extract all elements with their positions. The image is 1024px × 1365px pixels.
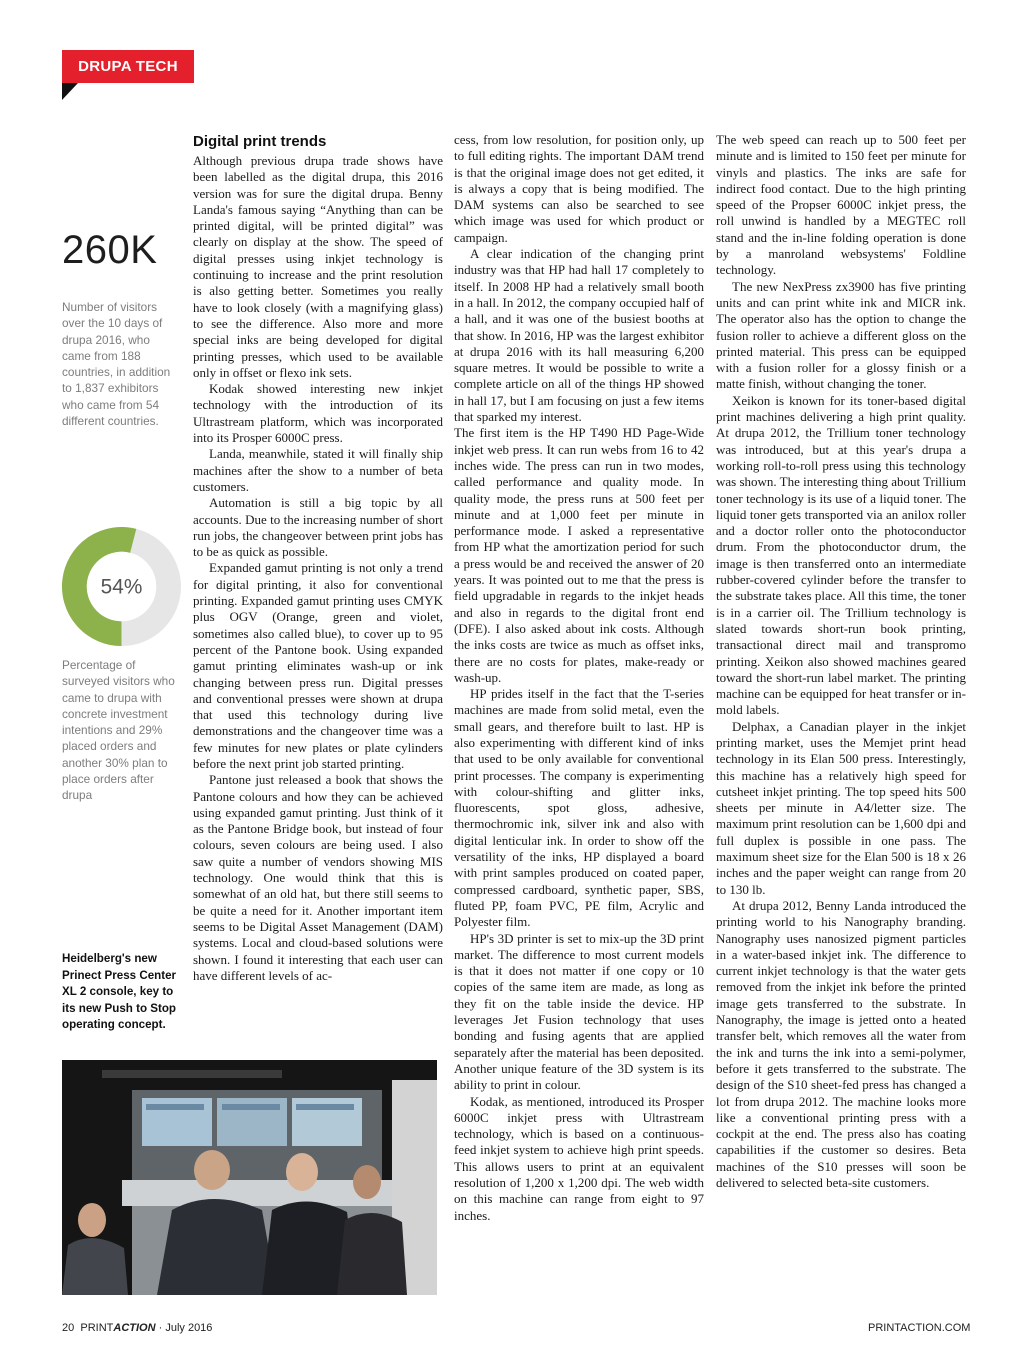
paragraph: Delphax, a Canadian player in the inkjet printing market, uses the Memjet print head technology in its Elan 500 press. Interestingly, this machine has a relatively high speed for cutsheet inkjet printing. The top speed hits 500 sheets per minute in A4/letter size. The maximum print resolution can be 1,600 dpi and full duplex is possible in one pass. The maximum sheet size for the Elan 500 is 18 x 26 inches and the paper weight can range from 20 to 130 lb. xyxy=(716,718,966,897)
donut-caption: Percentage of surveyed visitors who came to drupa with concrete investment intentions and 29% placed orders and another 30% plan to place orders after drupa xyxy=(62,658,175,803)
paragraph: Automation is still a big topic by all accounts. Due to the increasing number of short run jobs, the changeover between print jobs has to be as quick as possible. xyxy=(193,495,443,560)
footer-folio xyxy=(62,1322,212,1334)
paragraph: At drupa 2012, Benny Landa introduced the printing world to his Nanography branding. Nanography uses nanosized pigment particles in a water-based inkjet ink. The difference to current inkjet technology is that the water gets removed from the inkjet ink before the printed image gets transferred to the substrate. In Nanography, the image is jetted onto a heated transfer belt, which removes all the water from the ink and turns the ink into a semi-polymer, before it gets transferred to the substrate. The design of the S10 sheet-fed press has changed a lot from drupa 2012. The machine looks more like a conventional printing press with a cockpit at the end. The press also has coating capabilities if the customer so desires. Beta machines of the S10 presses will soon be delivered to selected beta-site customers. xyxy=(716,897,966,1190)
article-heading: Digital print trends xyxy=(193,133,327,150)
section-label: DRUPA TECH xyxy=(62,50,194,83)
visitor-stat: 260K xyxy=(62,228,158,272)
page-number: 20 xyxy=(62,1322,75,1334)
paragraph: Landa, meanwhile, stated it will finally ship machines after the show to a number of beta customers. xyxy=(193,446,443,494)
issue-date: · July 2016 xyxy=(158,1322,213,1334)
investment-donut-chart xyxy=(62,527,181,646)
paragraph: HP prides itself in the fact that the T-series machines are made from solid metal, even the small gears, and therefore built to last. HP is also experimenting with different kind of inks that used to be only available for conventional print processes. The company is experimenting with colour-shifting and glitter inks, fluorescents, spot gloss, adhesive, thermochromic ink, silver ink and also with digital lenticular ink. In order to show off the versatility of the inks, HP displayed a board with print samples produced on coated paper, compressed cardboard, synthetic paper, SBS, fluted PP, foam PVC, PE film, Acrylic and Polyester film. xyxy=(454,686,704,930)
paragraph: Kodak, as mentioned, introduced its Prosper 6000C inkjet press with Ultrastream technology, which is based on a continuous-feed inkjet system to achieve high print speeds. This allows users to print at an equivalent resolution of 1,200 x 1,200 dpi. The web width on this machine can range from eight to 97 inches. xyxy=(454,1093,704,1223)
paragraph: HP's 3D printer is set to mix-up the 3D print market. The difference to most current models is that it does not matter if one copy or 10 copies of the same item are made, as long as they fit on the table inside the device. HP leverages Jet Fusion technology that uses bonding and fusing agents that are applied separately after the material has been deposited. Another unique feature of the 3D system is its ability to print in colour. xyxy=(454,930,704,1093)
photo-caption: Heidelberg's new Prinect Press Center XL 2 console, key to its new Push to Stop operating concept. xyxy=(62,952,177,1032)
section-label-fold xyxy=(62,83,78,100)
press-console-photo xyxy=(62,1060,437,1295)
article-column-1 xyxy=(193,132,443,984)
paragraph: Xeikon is known for its toner-based digital print machines delivering a high print quality. At drupa 2012, the Trillium toner technology was introduced, but at this year's drupa a working roll-to-roll press using this technology was shown. The interesting thing about Trillium toner technology is its use of a liquid toner. The liquid toner gets transported via an anilox roller and a doctor roller onto the photoconductor drum. From the photoconductor drum, the image is then transferred onto an intermediate rubber-covered cylinder before the transfer to the substrate takes place. All this time, the toner is in a carrier oil. The Trillium technology is slated towards short-run book printing, transactional direct mail and transpromo printing. Xeikon also showed machines geared toward the short-run label market. The printing machine can be equipped for heat transfer or in-mold labels. xyxy=(716,392,967,718)
paragraph: Although previous drupa trade shows have been labelled as the digital drupa, this 2016 version was for sure the digital drupa. Benny Landa's famous saying “Anything than can be printed digital, will be printed digital” was clearly on display at the show. The speed of digital presses using inkjet technology is continuing to increase and the print resolution is also getting better. Sometimes you really have to look closely (with a magnifying glass) to see the difference. Also more and more special inks are being developed for digital printing presses, which used to be available only in offset or flexo ink sets. xyxy=(193,153,443,380)
visitor-stat-caption: Number of visitors over the 10 days of drupa 2016, who came from 188 countries, in addition to 1,837 exhibitors who came from 54 different countries. xyxy=(62,300,171,429)
paragraph: The new NexPress zx3900 has five printing units and can print white ink and MICR ink. The operator also has the option to change the fusion roller to achieve a different gloss on the printed material. This press can be equipped with a fusion roller for a glossy finish or a matte finish, without changing the toner. xyxy=(716,278,966,392)
paragraph: The first item is the HP T490 HD Page-Wide inkjet web press. It can run webs from 16 to 42 inches wide. The press can run in two modes, called performance and quality mode. In quality mode, the press runs at 500 feet per minute and at 1,000 feet per minute in performance mode. I asked a representative from HP what the amortization period for such a press would be and received the answer of 20 years. It was pointed out to me that the press is field upgradable in regards to the inkjet heads and also in regards to the digital front end (DFE). I also asked about ink costs. Although the inks costs are twice as much as offset inks, there are no costs for plates, make-ready or wash-up. xyxy=(454,425,704,685)
paragraph: cess, from low resolution, for position only, up to full editing rights. The important DAM trend is that the original image does not get edited, it is always a copy that is being modified. The DAM systems can also be searched to see which image was used for which product or campaign. xyxy=(454,132,704,245)
brand-name: PRINTACTION xyxy=(80,1322,156,1334)
article-column-3 xyxy=(716,132,966,1191)
paragraph: Expanded gamut printing is not only a trend for digital printing, it also for conventional printing. Expanded gamut printing uses CMYK plus OGV (Orange, green and violet, sometimes also called blue), to cover up to 95 percent of the Pantone book. Using expanded gamut printing eliminates wash-up or ink changing between press run. Digital presses and conventional presses were shown at drupa that used this technology during live demonstrations and the changeover time was a few minutes for new plates or plate cylinders before the next print job started printing. xyxy=(193,560,443,771)
paragraph: Kodak showed interesting new inkjet technology with the introduction of its Ultrastream platform, which was incorporated into its Prosper 6000C press. xyxy=(193,381,443,446)
paragraph: A clear indication of the changing print industry was that HP had hall 17 completely to itself. In 2008 HP had a relatively small booth in a hall. In 2012, the company occupied half of a hall, and it was one of the busiest booths at that show. In 2016, HP was the largest exhibitor at drupa 2016 with its hall measuring 6,200 square metres. It would be possible to write a complete article on all of the things HP showed in hall 17, but I am focusing on just a few items that sparked my interest. xyxy=(454,246,704,425)
paragraph: Pantone just released a book that shows the Pantone colours and how they can be achieved using expanded gamut printing. Just think of it as the Pantone Bridge book, but instead of four colours, seven colours are being used. I also saw quite a number of vendors showing MIS technology. One would think that this is somewhat of an old hat, but there still seems to be quite a need for it. Another important item seems to be Digital Asset Management (DAM) systems. Local and cloud-based solutions were shown. I found it interesting that each user can have different levels of ac- xyxy=(193,772,443,983)
paragraph: The web speed can reach up to 500 feet per minute and is limited to 150 feet per minute for vinyls and plastics. The inks are safe for indirect food contact. Due to the high printing speed of the Propser 6000C inkjet press, the roll unwind is handled by a MEGTEC roll stand and the in-line folding operation is done by a manroland websystems' Foldline technology. xyxy=(716,132,966,278)
footer-website: PRINTACTION.COM xyxy=(868,1322,971,1334)
article-column-2 xyxy=(454,132,704,1224)
donut-label: 54% xyxy=(100,575,143,599)
press-console-illustration xyxy=(62,1060,437,1295)
